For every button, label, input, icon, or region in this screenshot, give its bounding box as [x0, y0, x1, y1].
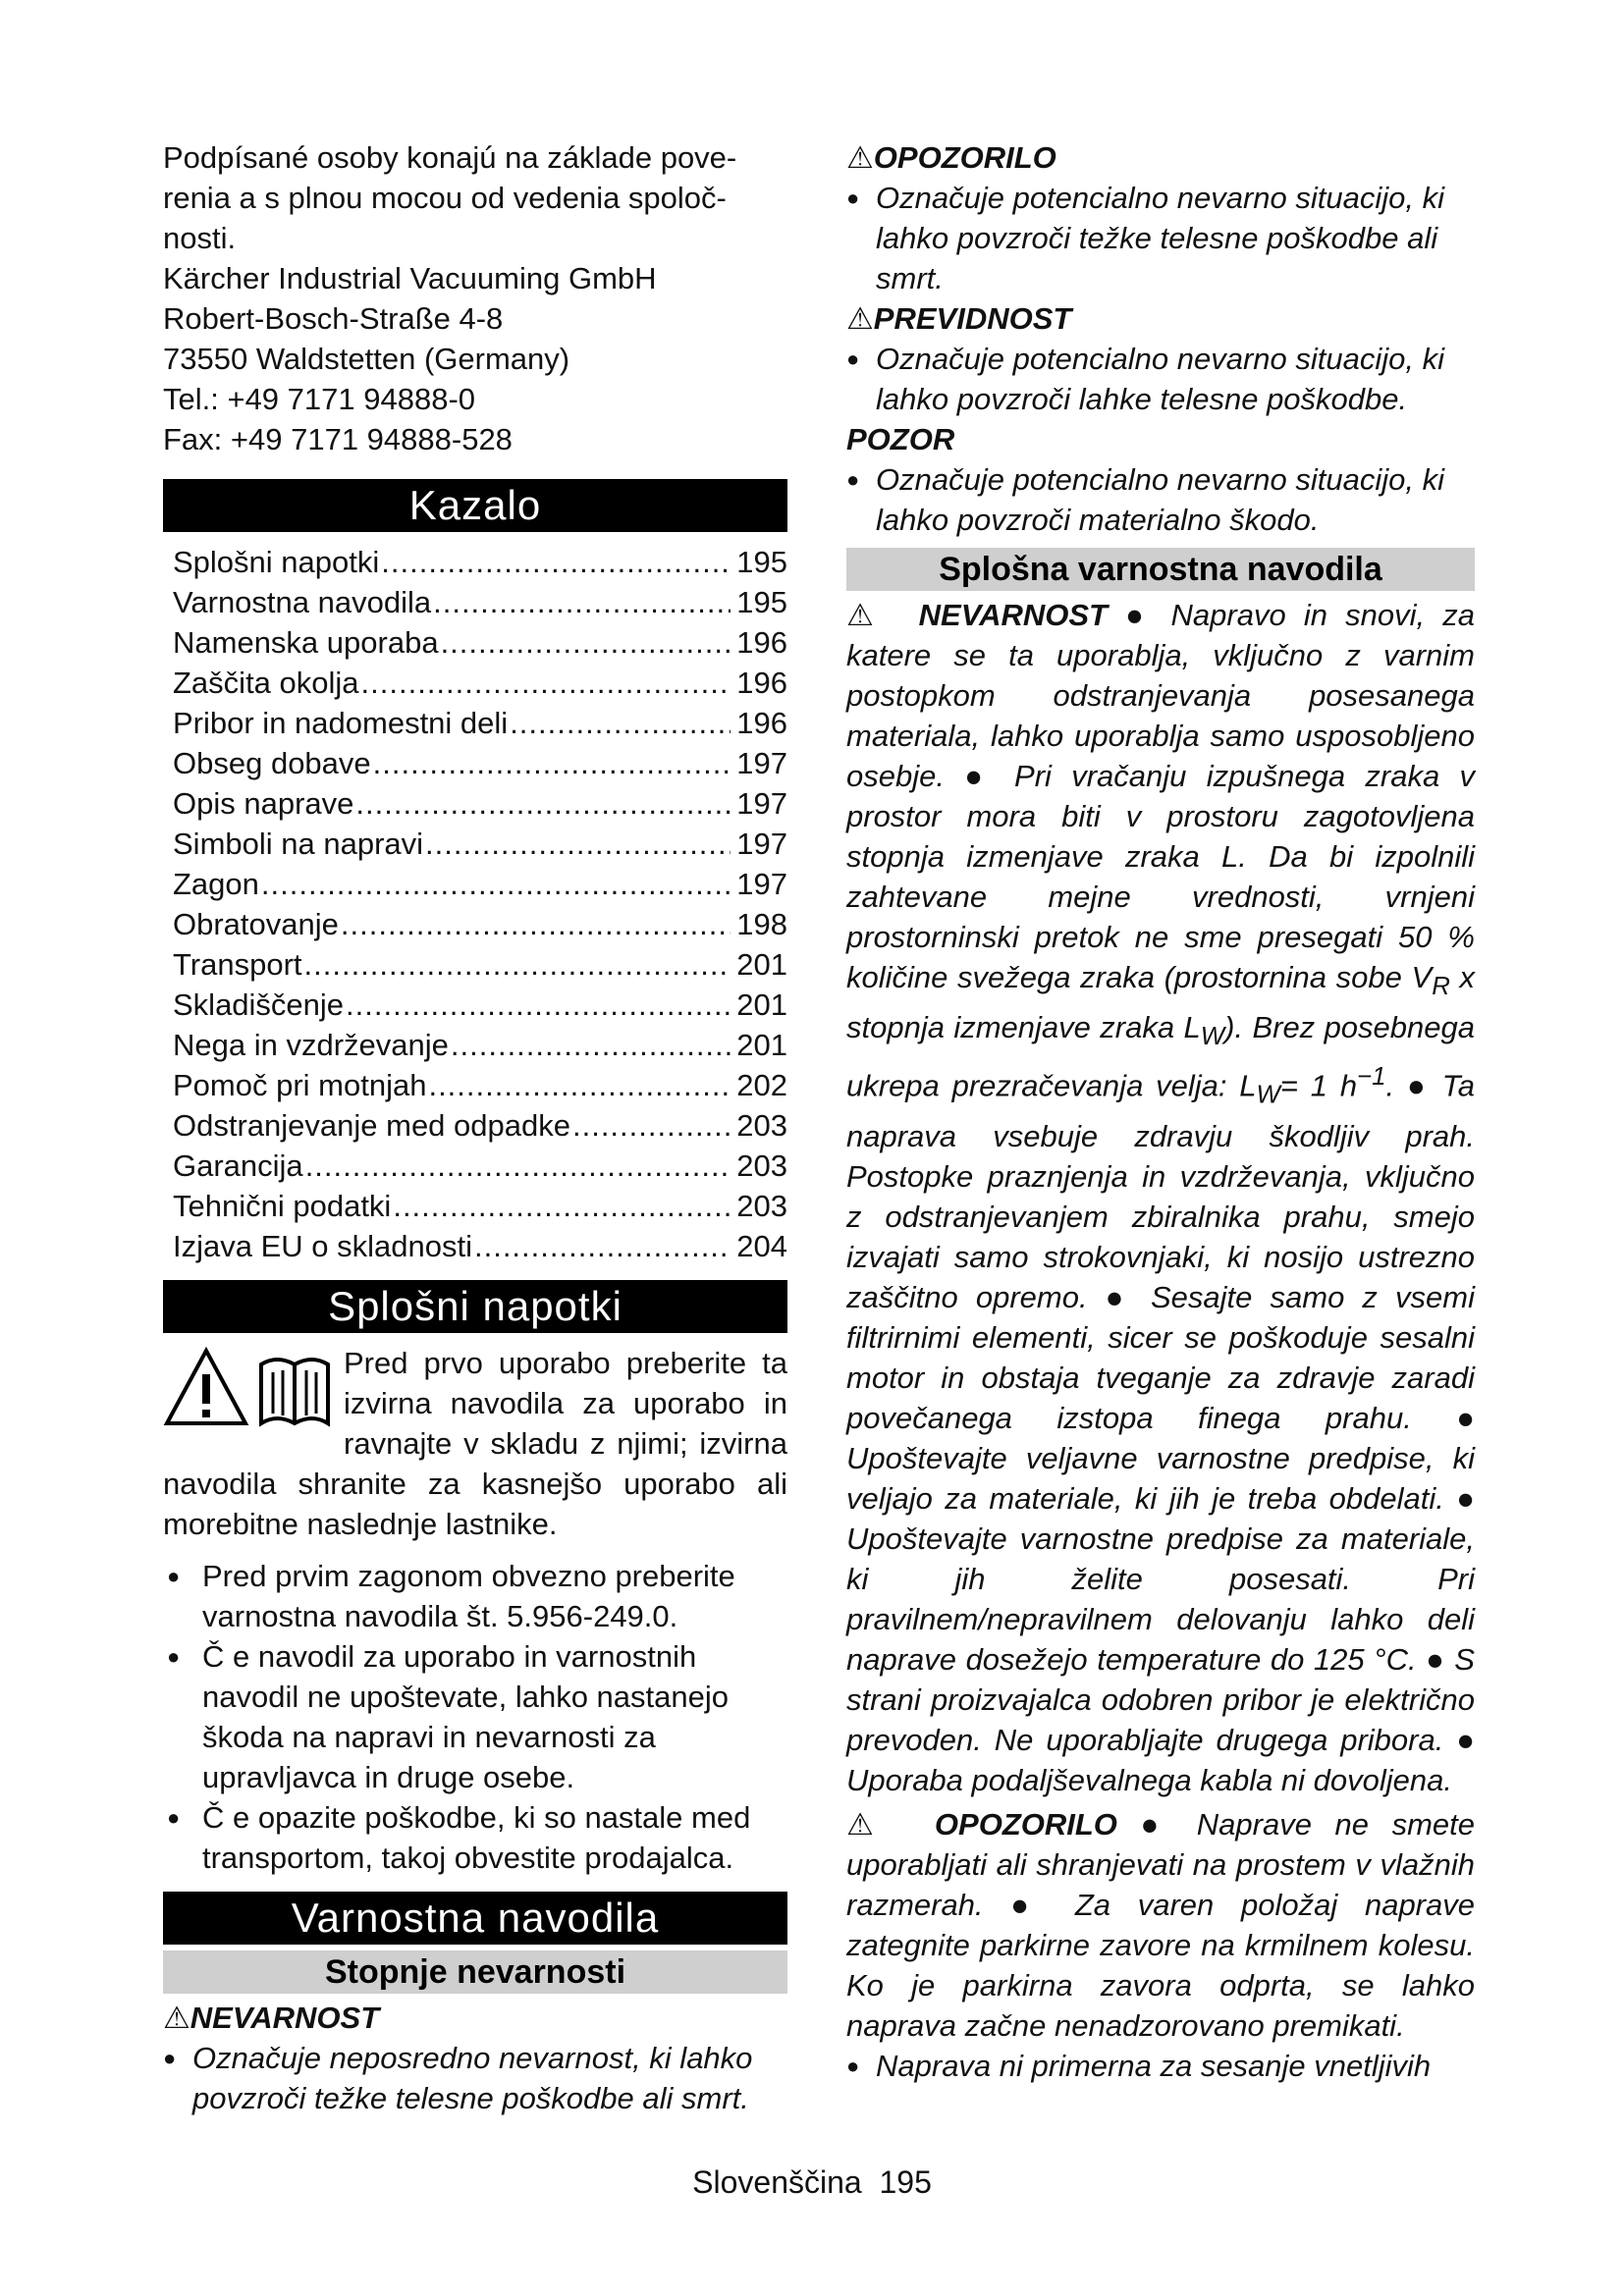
toc-entry[interactable] [173, 703, 787, 743]
level-term: ⚠OPOZORILO [846, 140, 1056, 175]
toc-entry[interactable] [173, 663, 787, 703]
manual-book-icon [255, 1347, 334, 1427]
city: 73550 Waldstetten (Germany) [163, 342, 570, 376]
toc-entry[interactable] [173, 542, 787, 582]
level-description: ● Označuje potencialno nevarno situacijo, ki lahko povzroči lahke telesne poškodbe. [846, 339, 1475, 419]
fax: Fax: +49 7171 94888-528 [163, 422, 513, 456]
declaration-line: Podpísané osoby konajú na základe pove- [163, 140, 737, 175]
toc-entry[interactable] [173, 1226, 787, 1266]
danger-level-nevarnost [163, 1998, 787, 2118]
toc-entry-page: 201 [736, 1028, 787, 1062]
tail-line: ● Naprava ni primerna za sesanje vnetljivih [846, 2046, 1475, 2086]
toc-entry-label: Pribor in nadomestni deli [173, 706, 509, 740]
toc-entry-label: Obratovanje [173, 907, 339, 941]
toc-leader [510, 703, 731, 743]
safety-heading: Varnostna navodila [163, 1892, 787, 1945]
toc-entry[interactable] [173, 1025, 787, 1065]
declaration-line: renia a s plnou mocou od vedenia spoloč- [163, 181, 727, 215]
toc-entry-page: 201 [736, 947, 787, 982]
danger-paragraph: ⚠ NEVARNOST ● Napravo in snovi, za katere se ta uporablja, vključno z varnim postopkom odstranjevanja posesanega materiala, lahko uporablja samo usposobljeno osebje. ● Pri vračanju izpušnega zraka v prostor mora biti v prostoru zagotovljena stopnja izmenjave zraka L. Da bi izpolnili zahtevane mejne vrednosti, vrnjeni prostorninski pretok ne sme presegati 50 % količine svežega zraka (prostornina sobe $V_R$ x stopnja izmenjave zraka $L_W$). Brez posebnega ukrepa prezračevanja velja: $L_W= 1$ $h^{-1}$. ● Ta naprava vsebuje zdravju škodljiv prah. Postopke praznjenja in vzdrževanja, vključno z odstranjevanjem zbiralnika prahu, smejo izvajati samo strokovnjaki, ki nosijo ustrezno zaščitno opremo. ● Sesajte samo z vsemi filtrirnimi elementi, sicer se poškoduje sesalni motor in obstaja tveganje za zdravje zaradi povečanega izstopa finega prahu. ● Upoštevajte veljavne varnostne predpise, ki veljajo za materiale, ki jih je treba obdelati. ● Upoštevajte varnostne predpise za materiale, ki jih želite posesati. Pri pravilnem/nepravilnem delovanju lahko deli naprave dosežejo temperature do 125 °C. ● S strani proizvajalca odobren pribor je električno prevoden. Ne uporabljajte drugega pribora. ● Uporaba podaljševalnega kabla ni dovoljena. [846, 598, 1475, 1797]
danger-term: NEVARNOST [918, 598, 1108, 632]
toc-entry-label: Splošni napotki [173, 545, 380, 579]
toc-leader [373, 743, 731, 783]
toc-entry-label: Varnostna navodila [173, 585, 432, 619]
toc-entry[interactable] [173, 582, 787, 622]
table-of-contents [163, 542, 787, 1266]
toc-leader [341, 904, 731, 944]
toc-leader [451, 1025, 731, 1065]
toc-entry-page: 196 [736, 706, 787, 740]
level-description: ● Označuje potencialno nevarno situacijo, ki lahko povzroči materialno škodo. [846, 459, 1475, 540]
toc-leader [355, 783, 731, 824]
toc-leader [441, 622, 731, 663]
declaration [163, 137, 787, 459]
toc-entry-label: Izjava EU o skladnosti [173, 1229, 472, 1263]
toc-entry-page: 197 [736, 746, 787, 780]
toc-entry-page: 201 [736, 988, 787, 1022]
warning-icon: ⚠ [846, 1806, 889, 1842]
toc-leader [346, 985, 731, 1025]
warning-icon: ⚠ [163, 2001, 190, 2035]
toc-leader [361, 663, 731, 703]
toc-entry-page: 196 [736, 666, 787, 700]
toc-entry-page: 195 [736, 585, 787, 619]
list-item: ● Č e navodil za uporabo in varnostnih navodil ne upoštevate, lahko nastanejo škoda na napravi in nevarnosti za upravljavca in druge osebe. [163, 1636, 787, 1797]
toc-leader [304, 944, 731, 985]
warning-icon: ⚠ [846, 598, 884, 632]
toc-entry[interactable] [173, 824, 787, 864]
page-footer [0, 2163, 1624, 2203]
page-number: 195 [879, 2164, 932, 2200]
list-item: ● Pred prvim zagonom obvezno preberite varnostna navodila št. 5.956-249.0. [163, 1556, 787, 1636]
phone: Tel.: +49 7171 94888-0 [163, 382, 476, 416]
toc-entry-label: Opis naprave [173, 786, 354, 821]
toc-entry-page: 204 [736, 1229, 787, 1263]
warning-term: OPOZORILO [934, 1806, 1117, 1842]
toc-entry-label: Transport [173, 947, 302, 982]
company-name: Kärcher Industrial Vacuuming GmbH [163, 261, 657, 295]
left-column [163, 137, 787, 2118]
toc-heading: Kazalo [163, 479, 787, 532]
toc-leader [381, 542, 731, 582]
toc-leader [433, 582, 731, 622]
toc-entry-label: Nega in vzdrževanje [173, 1028, 449, 1062]
toc-entry-label: Zaščita okolja [173, 666, 359, 700]
toc-leader [572, 1105, 731, 1146]
intro-text: Pred prvo uporabo preberite ta izvirna navodila za uporabo in ravnajte v skladu z njimi; izvirna navodila shranite za kasnejšo uporabo ali morebitne naslednje lastnike. [163, 1346, 787, 1541]
general-bullets [163, 1556, 787, 1878]
toc-entry-page: 198 [736, 907, 787, 941]
toc-entry-label: Garancija [173, 1148, 303, 1183]
toc-entry-label: Tehnični podatki [173, 1189, 392, 1223]
toc-entry[interactable] [173, 864, 787, 904]
declaration-line: nosti. [163, 221, 237, 255]
street: Robert-Bosch-Straße 4-8 [163, 301, 504, 336]
address-block [163, 258, 787, 459]
level-term: POZOR [846, 422, 955, 456]
toc-entry[interactable] [173, 1065, 787, 1105]
warning-icon: ⚠ [846, 140, 874, 175]
level-description: ● Označuje neposredno nevarnost, ki lahko povzroči težke telesne poškodbe ali smrt. [163, 2038, 787, 2118]
list-item: ● Č e opazite poškodbe, ki so nastale med transportom, takoj obvestite prodajalca. [163, 1797, 787, 1878]
toc-entry-label: Obseg dobave [173, 746, 371, 780]
right-column [846, 137, 1475, 2086]
danger-level-previdnost [846, 298, 1475, 419]
toc-entry[interactable] [173, 944, 787, 985]
toc-entry-page: 202 [736, 1068, 787, 1102]
toc-leader [474, 1226, 731, 1266]
toc-entry-page: 197 [736, 786, 787, 821]
general-heading: Splošni napotki [163, 1280, 787, 1333]
level-term: ⚠NEVARNOST [163, 2001, 380, 2035]
warning-icon: ⚠ [846, 301, 874, 336]
toc-leader [428, 1065, 731, 1105]
danger-level-opozorilo [846, 137, 1475, 298]
toc-entry-label: Zagon [173, 867, 259, 901]
intro-icons [163, 1347, 336, 1425]
level-term: ⚠PREVIDNOST [846, 301, 1072, 336]
toc-entry-page: 197 [736, 867, 787, 901]
toc-entry[interactable] [173, 783, 787, 824]
toc-entry[interactable] [173, 985, 787, 1025]
footer-language: Slovenščina [692, 2164, 862, 2200]
warning-paragraph: ⚠ OPOZORILO ● Naprave ne smete uporabljati ali shranjevati na prostem v vlažnih razmerah. ● Za varen položaj naprave zategnite parkirne zavore na krmilnem kolesu. Ko je parkirna zavora odprta, se lahko naprava začne nenadzorovano premikati. [846, 1806, 1475, 2043]
toc-leader [261, 864, 731, 904]
toc-entry-label: Namenska uporaba [173, 625, 439, 660]
toc-entry-label: Pomoč pri motnjah [173, 1068, 427, 1102]
toc-entry[interactable] [173, 1105, 787, 1146]
toc-entry[interactable] [173, 1186, 787, 1226]
general-safety-heading: Splošna varnostna navodila [846, 548, 1475, 591]
toc-entry-page: 195 [736, 545, 787, 579]
toc-leader [425, 824, 731, 864]
toc-entry-page: 203 [736, 1189, 787, 1223]
toc-entry[interactable] [173, 743, 787, 783]
toc-entry-label: Odstranjevanje med odpadke [173, 1108, 570, 1143]
toc-leader [305, 1146, 731, 1186]
toc-entry-page: 197 [736, 827, 787, 861]
toc-entry[interactable] [173, 1146, 787, 1186]
toc-entry-page: 203 [736, 1148, 787, 1183]
level-description: ● Označuje potencialno nevarno situacijo, ki lahko povzroči težke telesne poškodbe ali smrt. [846, 178, 1475, 298]
danger-levels-heading: Stopnje nevarnosti [163, 1950, 787, 1994]
toc-entry-label: Simboli na napravi [173, 827, 424, 861]
toc-entry-label: Skladiščenje [173, 988, 345, 1022]
toc-entry[interactable] [173, 904, 787, 944]
toc-leader [393, 1186, 731, 1226]
toc-entry-page: 196 [736, 625, 787, 660]
toc-entry[interactable] [173, 622, 787, 663]
general-intro [163, 1343, 787, 1544]
toc-entry-page: 203 [736, 1108, 787, 1143]
warning-triangle-icon [163, 1347, 249, 1427]
danger-level-pozor [846, 419, 1475, 540]
